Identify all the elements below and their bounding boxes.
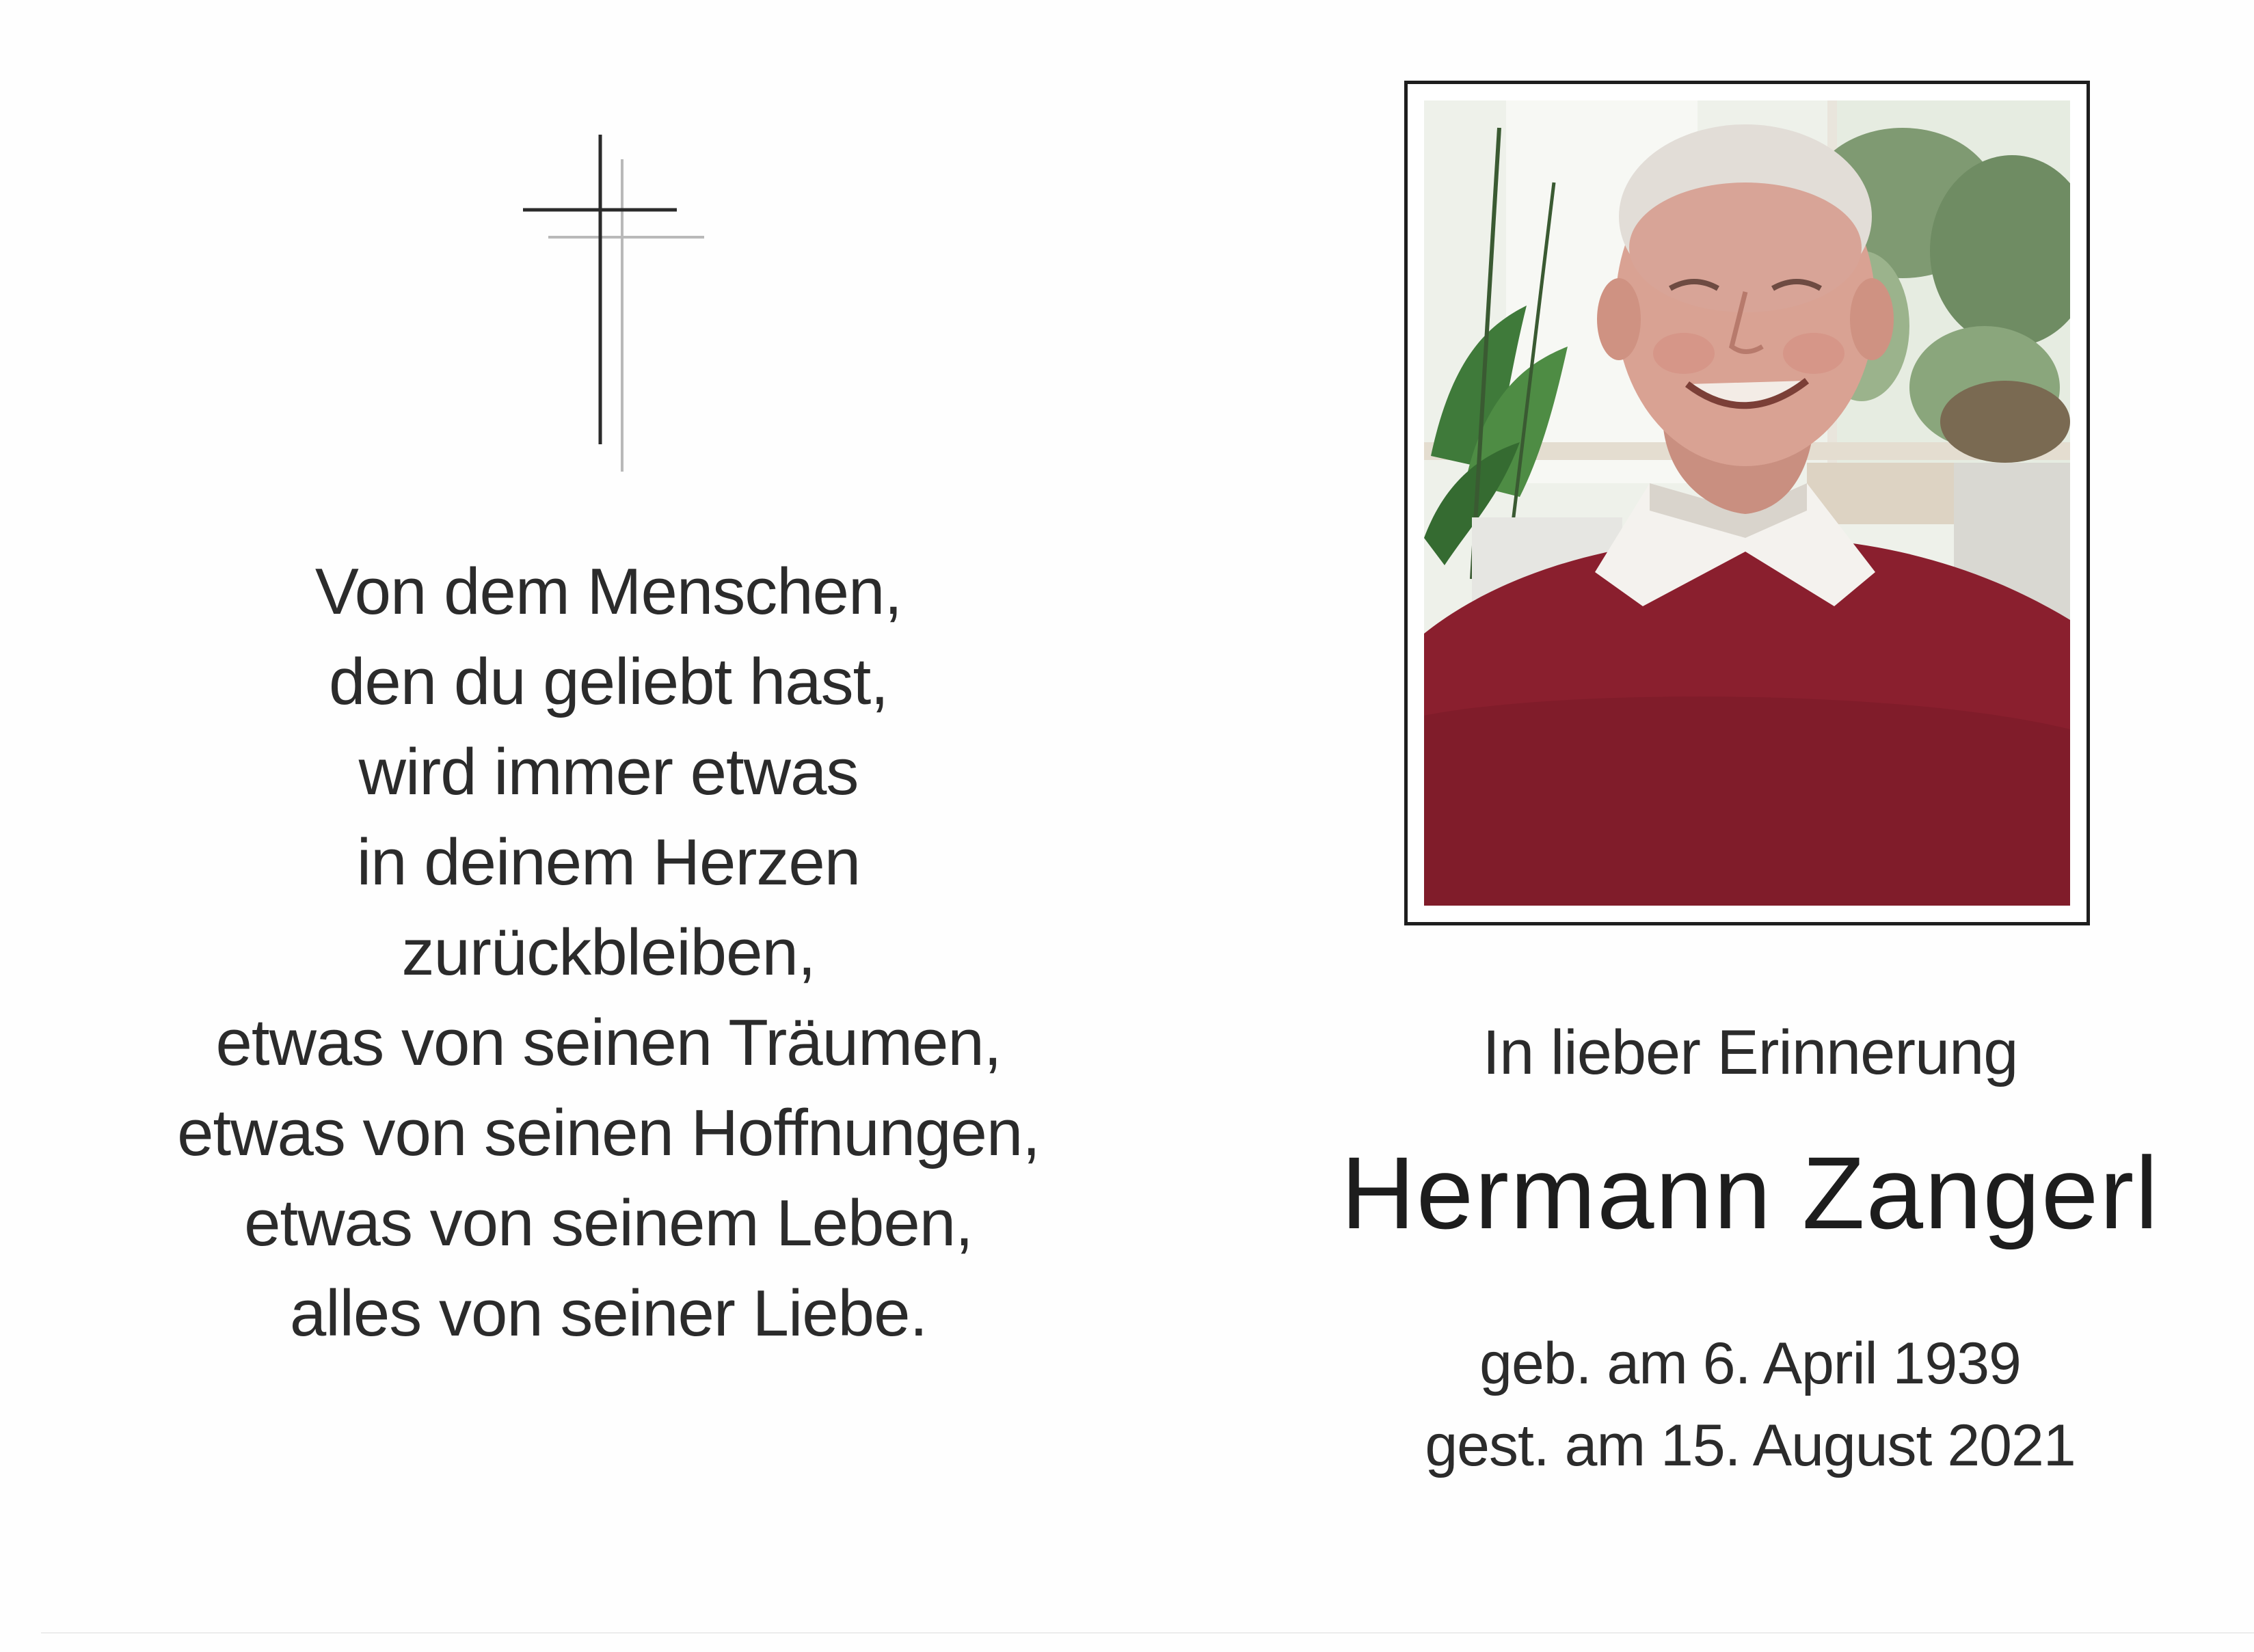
portrait-frame (1404, 81, 2090, 925)
poem-line: etwas von seinem Leben, (244, 1187, 973, 1260)
death-date: gest. am 15. August 2021 (1425, 1413, 2076, 1478)
birth-date: geb. am 6. April 1939 (1479, 1331, 2021, 1396)
cross-icon (520, 133, 708, 475)
poem-line: etwas von seinen Hoffnungen, (177, 1096, 1040, 1169)
poem-line: alles von seiner Liebe. (289, 1277, 928, 1350)
poem-line: zurückbleiben, (401, 916, 816, 989)
scan-edge (41, 1632, 2254, 1634)
deceased-name: Hermann Zangerl (1341, 1135, 2160, 1250)
poem (103, 547, 1114, 1359)
portrait-illustration (1424, 100, 2070, 906)
poem-line: in deinem Herzen (356, 826, 861, 899)
poem-line: wird immer etwas (358, 735, 859, 809)
poem-line: den du geliebt hast, (329, 645, 888, 718)
life-dates (1285, 1323, 2215, 1487)
memorial-heading: In lieber Erinnerung (1482, 1018, 2018, 1087)
poem-line: Von dem Menschen, (314, 555, 902, 628)
poem-line: etwas von seinen Träumen, (215, 1006, 1002, 1079)
portrait-photo (1424, 100, 2070, 906)
